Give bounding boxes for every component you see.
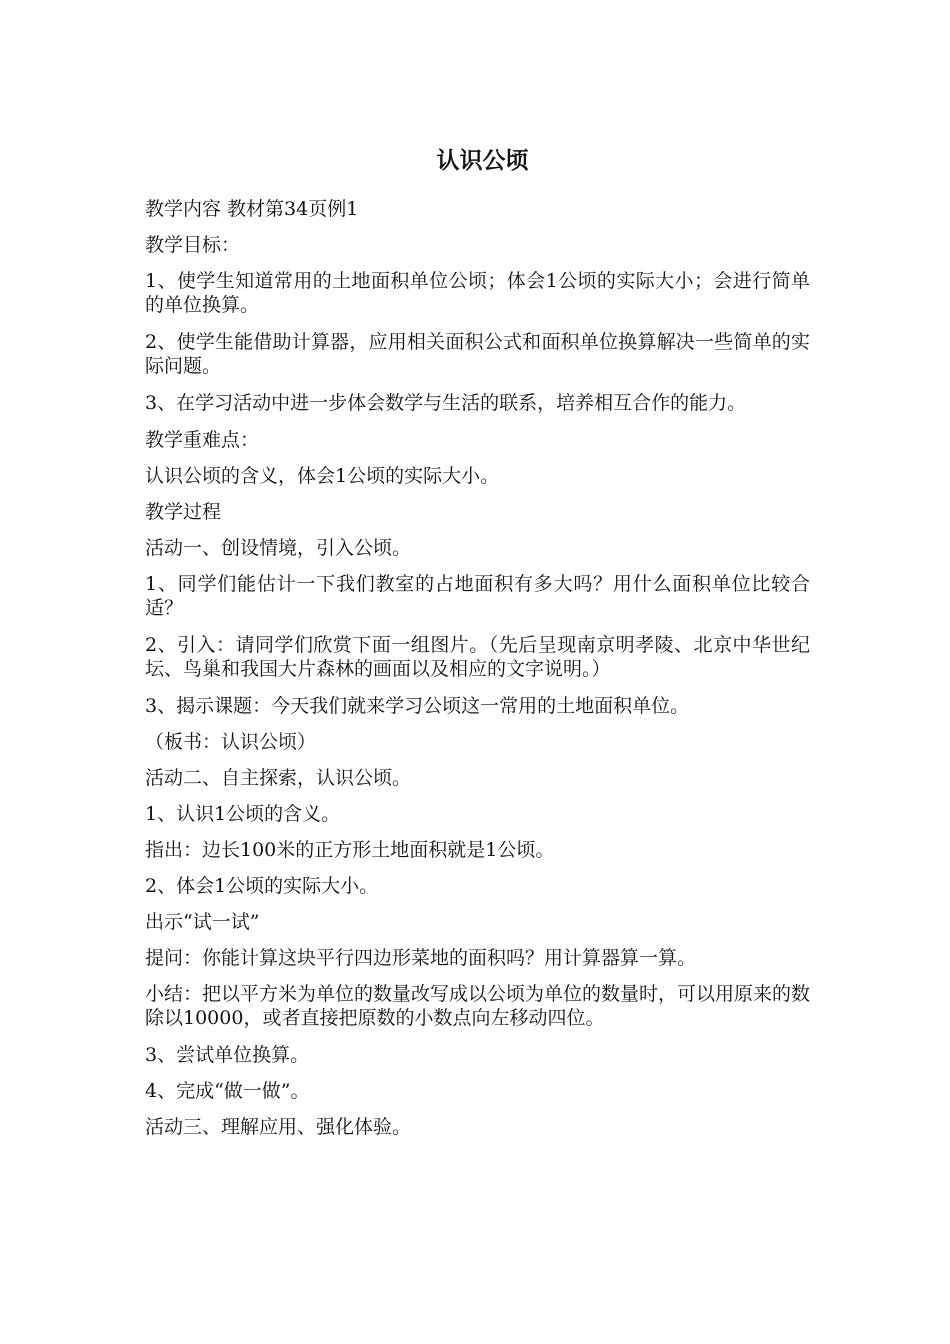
paragraph-activity-2-step-3: 3、尝试单位换算。	[145, 1044, 310, 1066]
paragraph-key-points-heading: 教学重难点：	[145, 429, 260, 451]
paragraph-objective-1: 1、使学生知道常用的土地面积单位公顷；体会1公顷的实际大小；会进行简单的单位换算。	[145, 270, 810, 316]
paragraph-activity-2-step-2: 2、体会1公顷的实际大小。	[145, 875, 379, 897]
paragraph-objectives-heading: 教学目标：	[145, 234, 241, 256]
document-page	[145, 143, 810, 1151]
paragraph-objective-2: 2、使学生能借助计算器，应用相关面积公式和面积单位换算解决一些简单的实际问题。	[145, 331, 810, 377]
paragraph-activity-2-step-4: 4、完成“做一做”。	[145, 1080, 310, 1102]
paragraph-teaching-content: 教学内容 教材第34页例1	[145, 198, 359, 220]
paragraph-try-it: 出示“试一试”	[145, 911, 260, 933]
paragraph-definition: 指出：边长100米的正方形土地面积就是1公顷。	[145, 839, 555, 861]
paragraph-summary: 小结：把以平方米为单位的数量改写成以公顷为单位的数量时，可以用原来的数除以10000，或者直接把原数的小数点向左移动四位。	[145, 983, 811, 1029]
paragraph-process-heading: 教学过程	[145, 501, 222, 523]
paragraph-question: 提问：你能计算这块平行四边形菜地的面积吗？用计算器算一算。	[145, 947, 697, 969]
paragraph-activity-3: 活动三、理解应用、强化体验。	[145, 1116, 412, 1138]
paragraph-activity-2-step-1: 1、认识1公顷的含义。	[145, 803, 341, 825]
paragraph-objective-3: 3、在学习活动中进一步体会数学与生活的联系，培养相互合作的能力。	[145, 392, 747, 414]
paragraph-key-points: 认识公顷的含义，体会1公顷的实际大小。	[145, 465, 500, 487]
paragraph-activity-2: 活动二、自主探索，认识公顷。	[145, 767, 412, 789]
document-title: 认识公顷	[436, 147, 529, 174]
paragraph-activity-1-step-1: 1、同学们能估计一下我们教室的占地面积有多大吗？用什么面积单位比较合适？	[145, 573, 810, 619]
paragraph-activity-1-step-3: 3、揭示课题：今天我们就来学习公顷这一常用的土地面积单位。	[145, 695, 690, 717]
paragraph-activity-1-step-2: 2、引入：请同学们欣赏下面一组图片。（先后呈现南京明孝陵、北京中华世纪坛、鸟巢和我国大片森林的画面以及相应的文字说明。）	[145, 634, 810, 680]
paragraph-activity-1: 活动一、创设情境，引入公顷。	[145, 537, 412, 559]
paragraph-board-note: （板书：认识公顷）	[145, 731, 317, 753]
